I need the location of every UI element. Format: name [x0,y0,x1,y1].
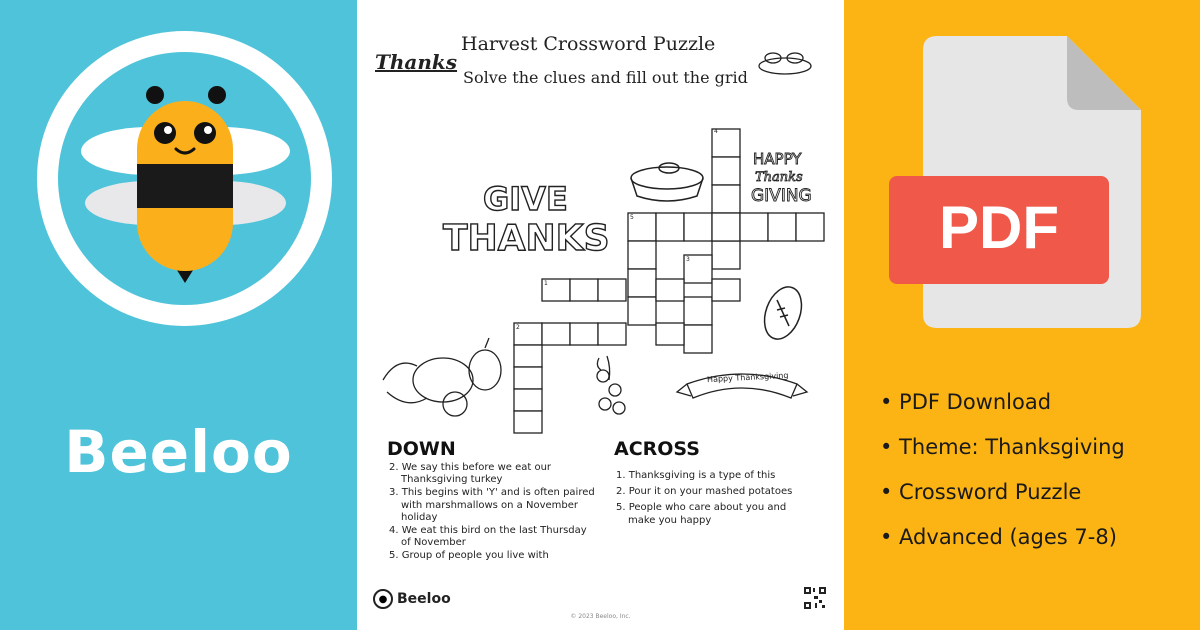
grid-number-4: 4 [714,128,718,135]
across-clue: 5. People who care about you and make you happy [616,502,787,526]
qr-code-icon [803,586,827,610]
worksheet-title: Harvest Crossword Puzzle [461,33,716,55]
across-clue: 1. Thanksgiving is a type of this [616,470,776,481]
pdf-label: PDF [939,194,1059,261]
down-clue: 2. We say this before we eat our Thanksgiving turkey [389,462,552,486]
worksheet-brand-name: Beeloo [397,591,451,607]
banner-text: Happy Thanksgiving [706,370,789,385]
thanks-script-title: Thanks [375,50,458,74]
feature-item: • Theme: Thanksgiving [880,435,1125,459]
feature-item: • Advanced (ages 7-8) [880,525,1117,549]
thanks-small-word: Thanks [755,170,803,185]
happy-word: HAPPY [753,150,802,168]
down-heading: DOWN [387,438,456,460]
down-clues-list [389,462,599,564]
grid-number-3: 3 [686,256,690,263]
brand-name: Beeloo [64,418,293,486]
grid-number-5: 5 [630,214,634,221]
feature-item: • PDF Download [880,390,1052,414]
feature-item: • Crossword Puzzle [880,480,1082,504]
info-panel [844,0,1200,630]
dessert-plate-icon [759,53,811,74]
worksheet-brand [373,589,451,609]
down-clue: 4. We eat this bird on the last Thursday of November [389,525,587,549]
grid-number-2: 2 [516,324,520,331]
thanks-word: THANKS [443,218,610,259]
across-heading: ACROSS [614,438,700,460]
across-clue: 2. Pour it on your mashed potatoes [616,486,793,498]
grid-number-1: 1 [544,280,548,287]
harvest-icon [383,338,501,416]
features-list [880,385,1125,565]
give-word: GIVE [483,180,568,218]
worksheet-subtitle: Solve the clues and fill out the grid [463,68,748,87]
down-clue: 5. Group of people you live with [389,550,549,562]
down-clue: 3. This begins with 'Y' and is often paired with marshmallows on a November holiday [389,487,595,523]
bee-mascot-icon [37,31,332,326]
giving-word: GIVING [751,186,812,206]
across-clues-list [616,470,816,531]
brand-panel [0,0,357,630]
bee-logo-icon: ● [373,589,393,609]
pdf-file-icon [889,36,1149,328]
football-icon [758,282,808,344]
worksheet-preview [357,0,844,630]
copyright-text: © 2023 Beeloo, Inc. [570,613,631,620]
pie-icon [631,163,703,201]
berries-icon [597,356,625,414]
